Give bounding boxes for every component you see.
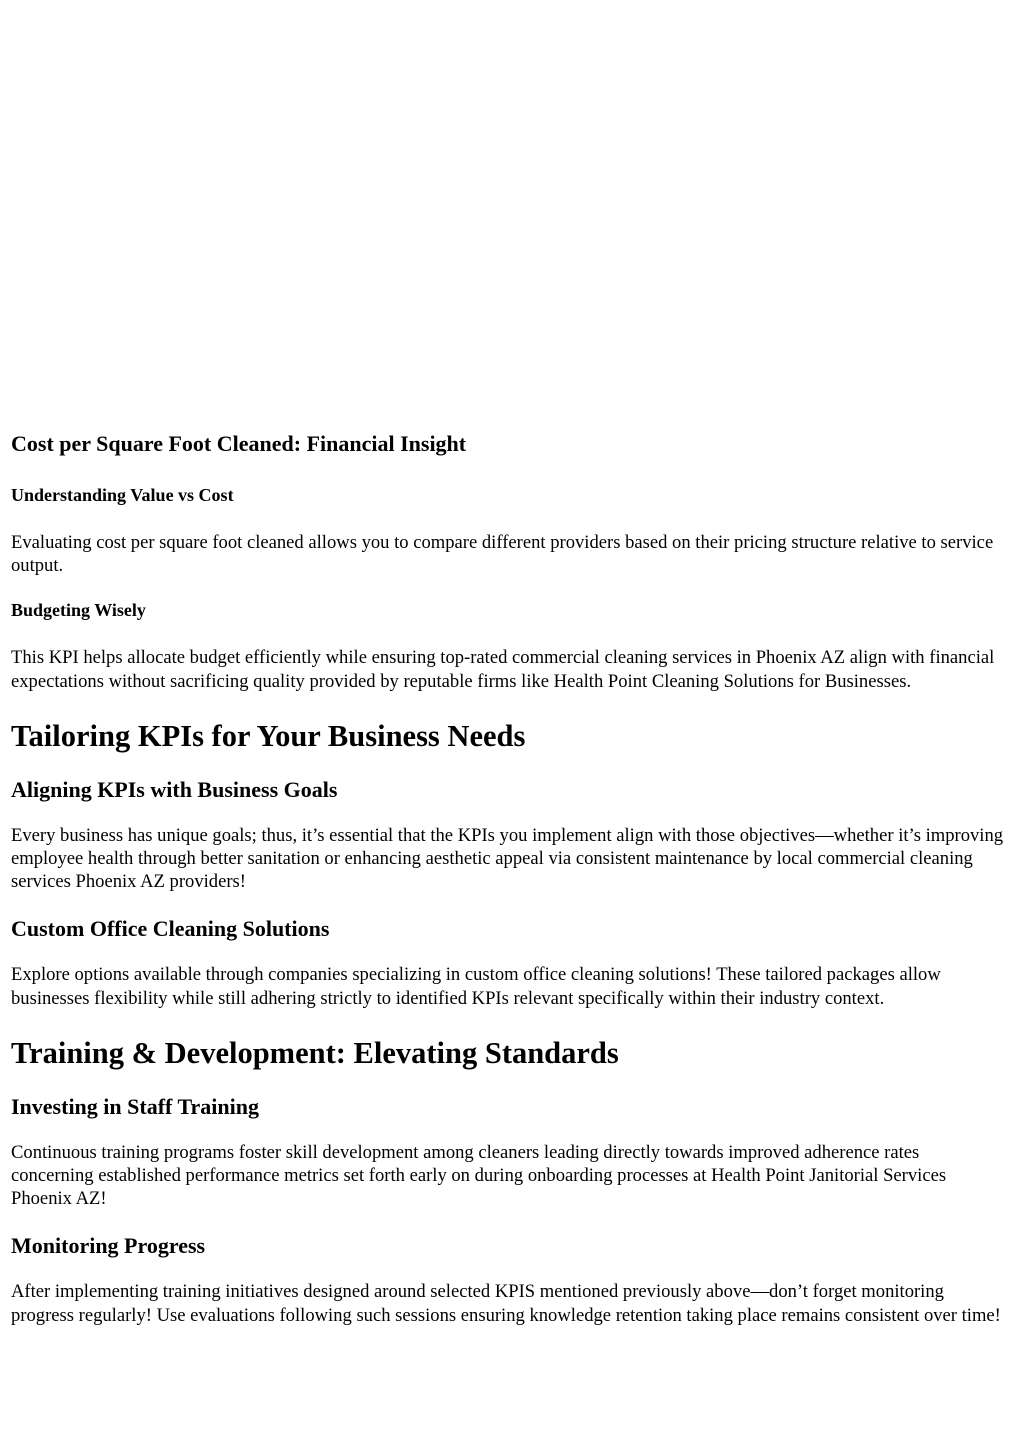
- subheading-budgeting-wisely: Budgeting Wisely: [11, 600, 146, 621]
- subheading-monitoring-progress: Monitoring Progress: [11, 1233, 206, 1259]
- paragraph-understanding-value: Evaluating cost per square foot cleaned allows you to compare different providers based on their pricing structure relative to service output.: [11, 532, 994, 577]
- section-title-cost-per-square-foot: Cost per Square Foot Cleaned: Financial Insight: [11, 431, 467, 456]
- paragraph-aligning-kpis: Every business has unique goals; thus, it’s essential that the KPIs you implement align with those objectives—whether it’s improving employee health through better sanitation or enhancing aesthetic appeal via consistent maintenance by local commercial cleaning services Phoenix AZ providers!: [11, 824, 1004, 893]
- paragraph-budgeting-wisely: This KPI helps allocate budget efficiently while ensuring top-rated commercial cleaning services in Phoenix AZ align with financial expectations without sacrificing quality provided by reputable firms like Health Point Cleaning Solutions for Businesses.: [11, 647, 995, 692]
- subheading-investing-staff-training: Investing in Staff Training: [11, 1093, 259, 1119]
- paragraph-investing-staff-training: Continuous training programs foster skill development among cleaners leading directly towards improved adherence rates concerning established performance metrics set forth early on during onboarding processes at Health Point Janitorial Services Phoenix AZ!: [11, 1141, 947, 1210]
- paragraph-monitoring-progress: After implementing training initiatives designed around selected KPIS mentioned previously above—don’t forget monitoring progress regularly! Use evaluations following such sessions ensuring knowledge retention taking place remains consistent over time!: [11, 1281, 1001, 1326]
- subheading-understanding-value: Understanding Value vs Cost: [11, 485, 234, 505]
- paragraph-custom-office-cleaning: Explore options available through companies specializing in custom office cleaning solutions! These tailored packages allow businesses flexibility while still adhering strictly to identified KPIs relevant specifically within their industry context.: [11, 964, 941, 1009]
- article-content: [11, 429, 1006, 1349]
- section-title-tailoring-kpis: Tailoring KPIs for Your Business Needs: [11, 718, 526, 753]
- section-title-training-development: Training & Development: Elevating Standards: [11, 1035, 619, 1070]
- subheading-custom-office-cleaning: Custom Office Cleaning Solutions: [11, 916, 330, 942]
- subheading-aligning-kpis: Aligning KPIs with Business Goals: [11, 776, 338, 802]
